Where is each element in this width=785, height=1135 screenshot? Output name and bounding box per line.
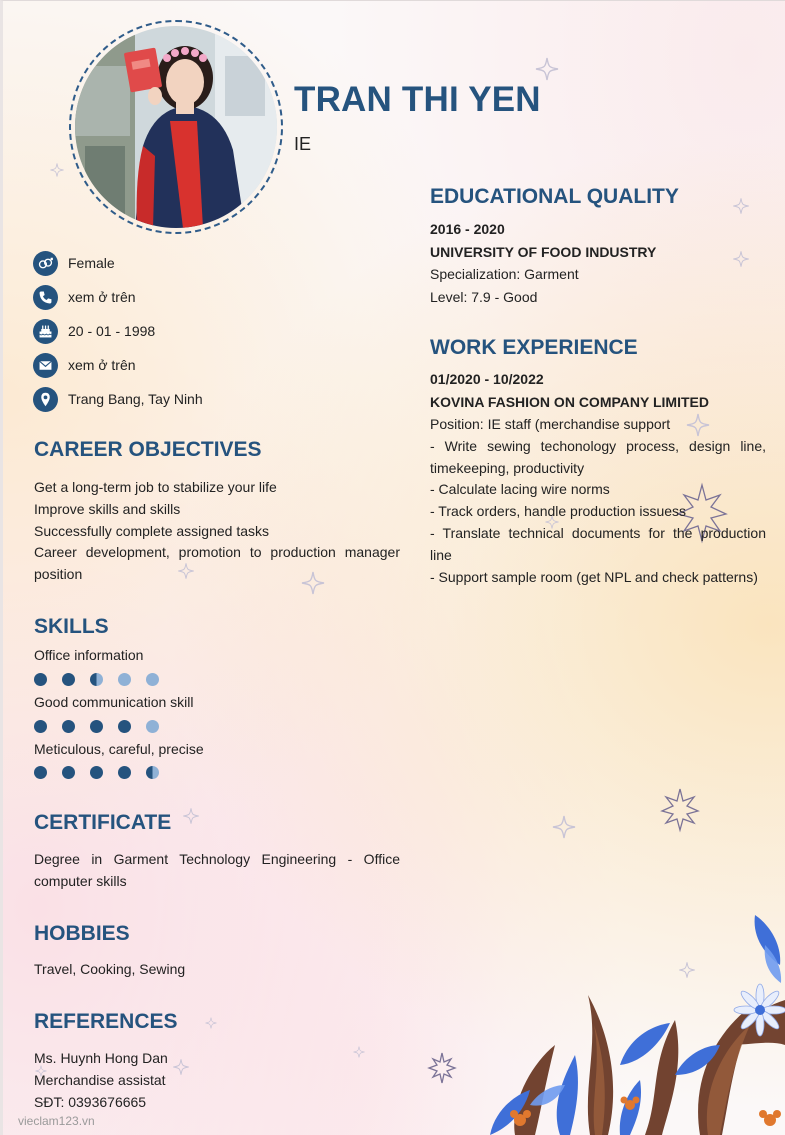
- skills-title: SKILLS: [34, 615, 109, 638]
- education-period: 2016 - 2020: [430, 221, 505, 237]
- work-duty: - Translate technical documents for the production line: [430, 524, 766, 563]
- hobbies-title: HOBBIES: [34, 922, 130, 945]
- skill-dot: [90, 673, 103, 686]
- skill-dot: [146, 766, 159, 779]
- work-company: KOVINA FASHION ON COMPANY LIMITED: [430, 394, 709, 410]
- gender-icon: [33, 251, 58, 276]
- candidate-name: TRAN THI YEN: [294, 80, 541, 119]
- references-title: REFERENCES: [34, 1010, 178, 1033]
- objective-item: Improve skills and skills: [34, 500, 181, 517]
- skill-dot: [118, 766, 131, 779]
- work-duty: Position: IE staff (merchandise support: [430, 416, 671, 432]
- skill-rating: [34, 720, 174, 733]
- education-entry: [430, 218, 656, 308]
- skill-label: Meticulous, careful, precise: [34, 741, 204, 757]
- objective-item: Career development, promotion to production manager position: [34, 544, 400, 583]
- contact-address: [33, 382, 203, 416]
- reference-phone: SĐT: 0393676665: [34, 1093, 147, 1110]
- work-title: WORK EXPERIENCE: [430, 336, 638, 359]
- skill-dot: [90, 720, 103, 733]
- reference-role: Merchandise assistat: [34, 1071, 166, 1088]
- contact-gender: [33, 246, 203, 280]
- objective-item: Get a long-term job to stabilize your life: [34, 479, 277, 495]
- education-school: UNIVERSITY OF FOOD INDUSTRY: [430, 243, 657, 260]
- work-period: 01/2020 - 10/2022: [430, 371, 544, 387]
- contact-phone: [33, 280, 203, 314]
- skill-dot: [62, 673, 75, 686]
- references-list: [34, 1048, 168, 1113]
- skill-dot: [34, 720, 47, 733]
- objective-item: Successfully complete assigned tasks: [34, 522, 269, 539]
- skill-rating: [34, 673, 174, 686]
- skill-dot: [90, 766, 103, 779]
- skill-dot: [62, 766, 75, 779]
- skill-dot: [118, 720, 131, 733]
- work-duty: - Support sample room (get NPL and check patterns): [430, 568, 758, 585]
- birthday-value: 20 - 01 - 1998: [68, 323, 156, 339]
- contact-birthday: [33, 314, 203, 348]
- candidate-position: IE: [294, 134, 312, 154]
- skill-label: Good communication skill: [34, 694, 194, 710]
- birthday-cake-icon: [33, 319, 58, 344]
- certificate-text: Degree in Garment Technology Engineering - Office computer skills: [34, 851, 400, 889]
- skill-label: Office information: [34, 647, 144, 663]
- education-title: EDUCATIONAL QUALITY: [430, 185, 679, 208]
- hobbies-text: Travel, Cooking, Sewing: [34, 961, 186, 977]
- career-objectives-list: [34, 477, 400, 586]
- email-value: xem ở trên: [68, 357, 136, 373]
- work-duty: - Write sewing techonology process, design line, timekeeping, productivity: [430, 437, 766, 476]
- work-duty: - Calculate lacing wire norms: [430, 481, 610, 498]
- skill-dot: [146, 720, 159, 733]
- contact-list: [33, 246, 203, 416]
- address-value: Trang Bang, Tay Ninh: [68, 391, 203, 407]
- skill-dot: [118, 673, 131, 686]
- education-level: Level: 7.9 - Good: [430, 288, 538, 305]
- contact-email: [33, 348, 203, 382]
- avatar-photo: [75, 26, 277, 228]
- skill-dot: [34, 766, 47, 779]
- phone-value: xem ở trên: [68, 289, 136, 305]
- phone-icon: [33, 285, 58, 310]
- work-duty: - Track orders, handle production issuess: [430, 503, 687, 520]
- location-pin-icon: [33, 387, 58, 412]
- certificate-title: CERTIFICATE: [34, 811, 172, 834]
- education-specialization: Specialization: Garment: [430, 266, 579, 282]
- skill-rating: [34, 766, 174, 779]
- career-objectives-title: CAREER OBJECTIVES: [34, 438, 262, 461]
- gender-value: Female: [68, 255, 115, 271]
- mail-icon: [33, 353, 58, 378]
- reference-name: Ms. Huynh Hong Dan: [34, 1050, 168, 1066]
- skill-dot: [146, 673, 159, 686]
- skill-dot: [34, 673, 47, 686]
- work-entry: [430, 368, 766, 588]
- skill-dot: [62, 720, 75, 733]
- floral-illustration: [470, 905, 785, 1135]
- footer-brand: vieclam123.vn: [18, 1114, 95, 1128]
